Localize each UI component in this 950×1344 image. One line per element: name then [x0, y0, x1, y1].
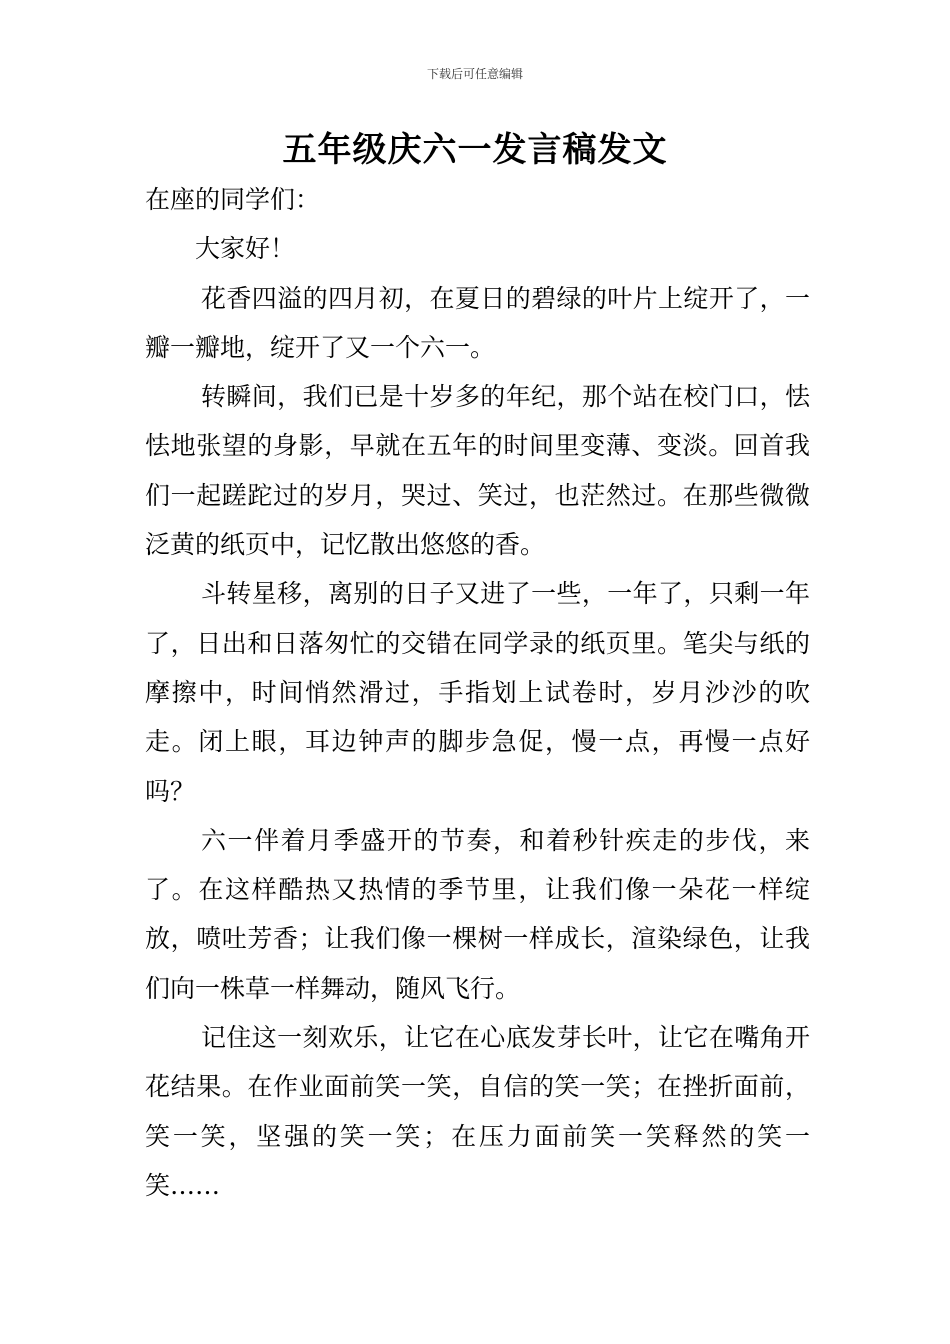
header-note: 下载后可任意编辑 [426, 67, 523, 81]
salutation: 在座的同学们： [145, 185, 321, 214]
paragraph-2: 转瞬间，我们已是十岁多的年纪，那个站在校门口，怯怯地张望的身影，早就在五年的时间里变薄、变淡。回首我们一起蹉跎过的岁月，哭过、笑过，也茫然过。在那些微微泛黄的纸页中，记忆散出悠悠的香。 [145, 382, 810, 560]
paragraph-5: 记住这一刻欢乐，让它在心底发芽长叶，让它在嘴角开花结果。在作业面前笑一笑，自信的笑一笑；在挫折面前，笑一笑，坚强的笑一笑；在压力面前笑一笑释然的笑一笑…… [145, 1023, 810, 1200]
paragraph-3: 斗转星移，离别的日子又进了一些，一年了，只剩一年了，日出和日落匆忙的交错在同学录的纸页里。笔尖与纸的摩擦中，时间悄然滑过，手指划上试卷时，岁月沙沙的吹走。闭上眼，耳边钟声的脚步急促，慢一点，再慢一点好吗？ [145, 579, 810, 806]
paragraph-1: 花香四溢的四月初，在夏日的碧绿的叶片上绽开了，一瓣一瓣地，绽开了又一个六一。 [145, 283, 810, 362]
greeting: 大家好！ [195, 234, 296, 264]
page-title: 五年级庆六一发言稿发文 [282, 130, 668, 170]
speech-body [145, 175, 810, 1210]
paragraph-4: 六一伴着月季盛开的节奏，和着秒针疾走的步伐，来了。在这样酷热又热情的季节里，让我们像一朵花一样绽放，喷吐芳香；让我们像一棵树一样成长，渲染绿色，让我们向一株草一样舞动，随风飞行。 [145, 825, 810, 1003]
